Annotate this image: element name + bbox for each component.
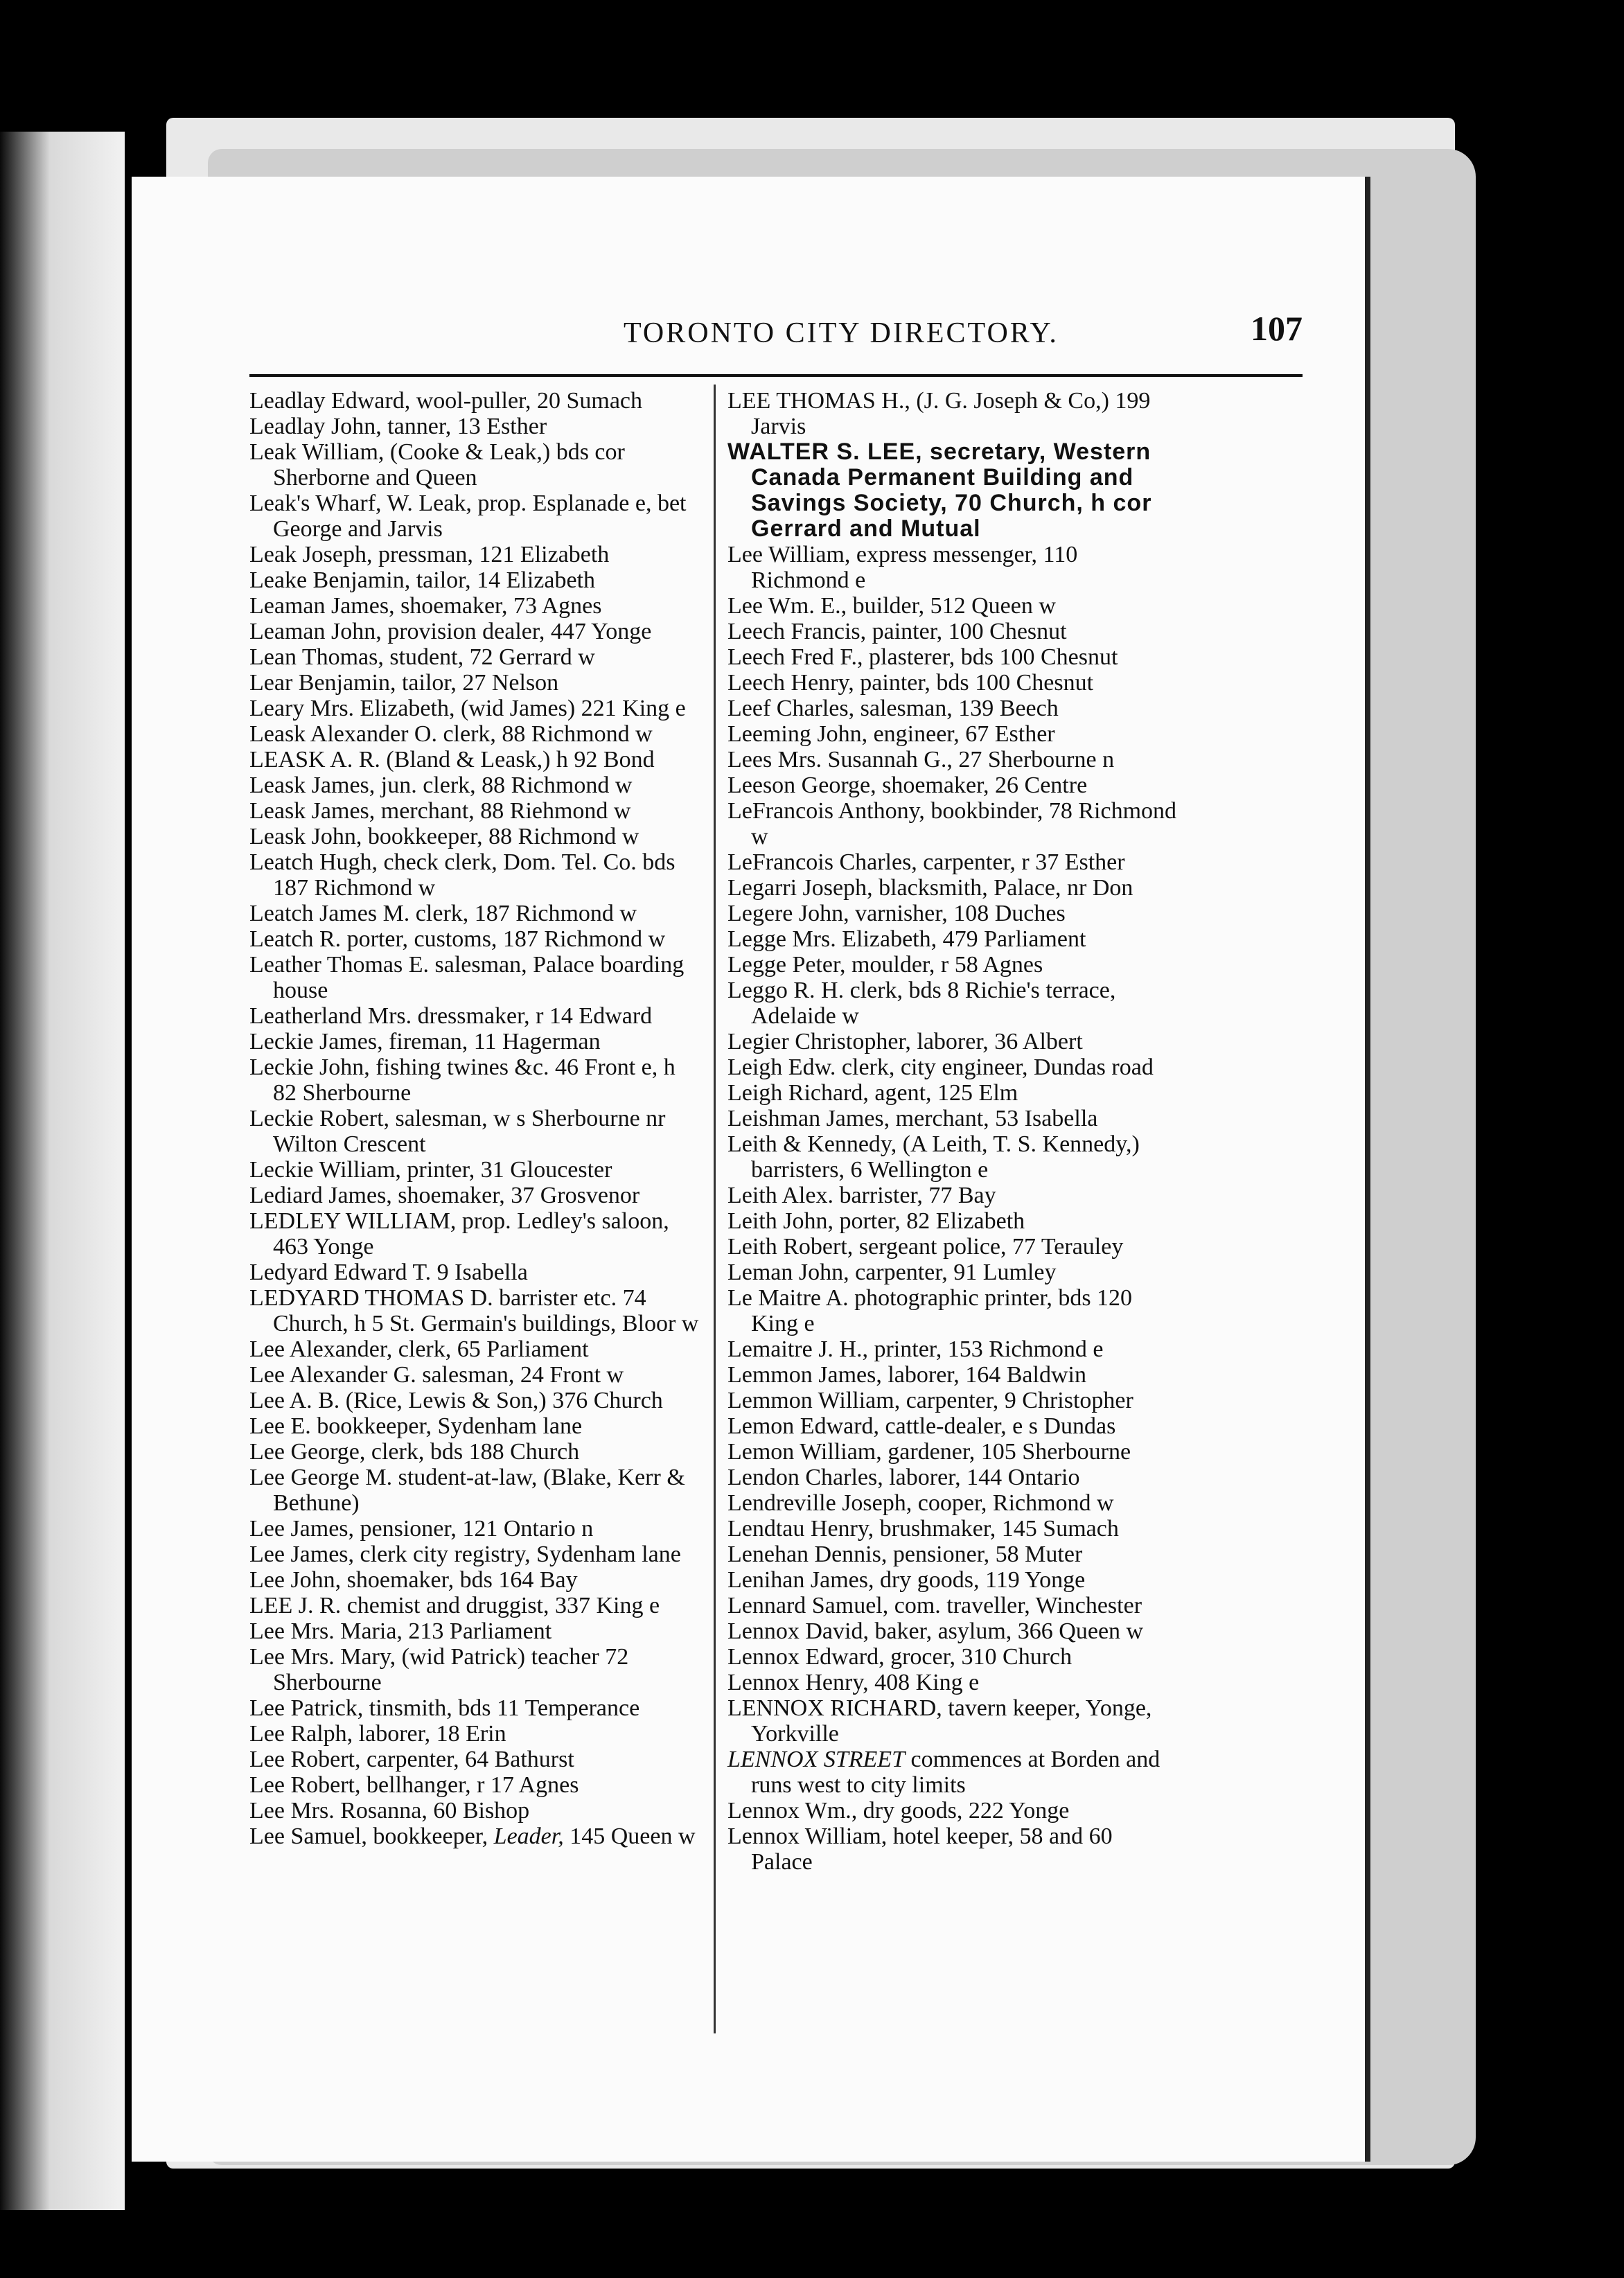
directory-entry: Lee E. bookkeeper, Sydenham lane	[249, 1413, 583, 1439]
directory-entry	[727, 1747, 1178, 1798]
directory-entry: Leary Mrs. Elizabeth, (wid James) 221 King e	[249, 696, 686, 721]
directory-entry: Leather Thomas E. salesman, Palace boarding house	[249, 952, 685, 1003]
page-header	[249, 308, 1303, 357]
directory-entry: Lean Thomas, student, 72 Gerrard w	[249, 644, 595, 670]
directory-entry: Leigh Edw. clerk, city engineer, Dundas road	[727, 1054, 1154, 1080]
directory-entry: Lee George, clerk, bds 188 Church	[249, 1439, 580, 1465]
directory-entry: Leask Alexander O. clerk, 88 Richmond w	[249, 721, 653, 747]
directory-entry: LEE J. R. chemist and druggist, 337 King e	[249, 1593, 660, 1618]
directory-entry: Leake Benjamin, tailor, 14 Elizabeth	[249, 567, 596, 593]
directory-entry: Lee Patrick, tinsmith, bds 11 Temperance	[249, 1695, 640, 1721]
directory-entry: Lee Wm. E., builder, 512 Queen w	[727, 593, 1056, 619]
directory-entry: Lee Ralph, laborer, 18 Erin	[249, 1721, 506, 1747]
entry-italic-text: Leader,	[493, 1824, 564, 1849]
directory-entry: Lee Alexander, clerk, 65 Parliament	[249, 1336, 589, 1362]
column-divider	[714, 385, 716, 2033]
directory-entry: LEDLEY WILLIAM, prop. Ledley's saloon, 463 Yonge	[249, 1208, 669, 1260]
directory-entry: Leigh Richard, agent, 125 Elm	[727, 1080, 1018, 1106]
directory-entry: LeFrancois Anthony, bookbinder, 78 Richmond w	[727, 798, 1177, 849]
directory-entry: Lee Mrs. Mary, (wid Patrick) teacher 72 Sherbourne	[249, 1644, 629, 1695]
directory-entry: Lees Mrs. Susannah G., 27 Sherbourne n	[727, 747, 1115, 772]
directory-entry: Lendreville Joseph, cooper, Richmond w	[727, 1490, 1114, 1516]
entry-text: 145 Queen w	[563, 1824, 696, 1849]
directory-entry: Leak William, (Cooke & Leak,) bds cor Sherborne and Queen	[249, 439, 625, 491]
right-column	[727, 388, 1178, 1875]
directory-entry: Lee A. B. (Rice, Lewis & Son,) 376 Church	[249, 1388, 663, 1413]
directory-entry: Lenehan Dennis, pensioner, 58 Muter	[727, 1542, 1083, 1567]
directory-entry: Lemon Edward, cattle-dealer, e s Dundas	[727, 1413, 1116, 1439]
directory-entry: Legge Mrs. Elizabeth, 479 Parliament	[727, 926, 1086, 952]
directory-entry: LEDYARD THOMAS D. barrister etc. 74 Church, h 5 St. Germain's buildings, Bloor w	[249, 1285, 699, 1336]
directory-entry: Leaman James, shoemaker, 73 Agnes	[249, 593, 602, 619]
directory-entry: Legere John, varnisher, 108 Duches	[727, 901, 1066, 926]
directory-entry: LEASK A. R. (Bland & Leask,) h 92 Bond	[249, 747, 655, 772]
directory-entry: Lee William, express messenger, 110 Richmond e	[727, 542, 1078, 593]
directory-entry: Lee Alexander G. salesman, 24 Front w	[249, 1362, 624, 1388]
directory-entry: Lemmon James, laborer, 164 Baldwin	[727, 1362, 1086, 1388]
left-column	[249, 388, 700, 1849]
directory-entry: Lee George M. student-at-law, (Blake, Kerr & Bethune)	[249, 1465, 685, 1516]
directory-entry: LEE THOMAS H., (J. G. Joseph & Co,) 199 Jarvis	[727, 388, 1151, 439]
directory-entry: Leith Alex. barrister, 77 Bay	[727, 1183, 996, 1208]
directory-entry: Lee James, pensioner, 121 Ontario n	[249, 1516, 594, 1542]
book-left-edge	[0, 132, 125, 2210]
directory-entry: Leishman James, merchant, 53 Isabella	[727, 1106, 1098, 1131]
directory-entry: Lear Benjamin, tailor, 27 Nelson	[249, 670, 559, 696]
directory-entry: Legarri Joseph, blacksmith, Palace, nr Don	[727, 875, 1133, 901]
directory-entry: Lemaitre J. H., printer, 153 Richmond e	[727, 1336, 1104, 1362]
directory-entry: Lediard James, shoemaker, 37 Grosvenor	[249, 1183, 640, 1208]
directory-entry: Leckie Robert, salesman, w s Sherbourne nr Wilton Crescent	[249, 1106, 666, 1157]
directory-entry: Leatch Hugh, check clerk, Dom. Tel. Co. bds 187 Richmond w	[249, 849, 676, 901]
entry-italic-text: LENNOX STREET	[727, 1747, 905, 1772]
directory-entry: Leckie James, fireman, 11 Hagerman	[249, 1029, 601, 1054]
directory-entry: Ledyard Edward T. 9 Isabella	[249, 1260, 528, 1285]
directory-entry: Lennox William, hotel keeper, 58 and 60 Palace	[727, 1824, 1113, 1875]
directory-entry: Leask James, jun. clerk, 88 Richmond w	[249, 772, 633, 798]
directory-entry: Legier Christopher, laborer, 36 Albert	[727, 1029, 1083, 1054]
directory-entry: Leggo R. H. clerk, bds 8 Richie's terrace, Adelaide w	[727, 978, 1116, 1029]
directory-entry: Lennox Wm., dry goods, 222 Yonge	[727, 1798, 1070, 1824]
directory-entry: Lennard Samuel, com. traveller, Winchester	[727, 1593, 1142, 1618]
directory-entry: Leech Henry, painter, bds 100 Chesnut	[727, 670, 1094, 696]
directory-entry: Leman John, carpenter, 91 Lumley	[727, 1260, 1057, 1285]
directory-entry: LeFrancois Charles, carpenter, r 37 Esther	[727, 849, 1125, 875]
directory-entry: Lee John, shoemaker, bds 164 Bay	[249, 1567, 578, 1593]
directory-entry: Lee Mrs. Maria, 213 Parliament	[249, 1618, 552, 1644]
directory-entry: Legge Peter, moulder, r 58 Agnes	[727, 952, 1043, 978]
directory-entry: Leith Robert, sergeant police, 77 Terauley	[727, 1234, 1124, 1260]
directory-entry: Lendon Charles, laborer, 144 Ontario	[727, 1465, 1080, 1490]
directory-entry: Lendtau Henry, brushmaker, 145 Sumach	[727, 1516, 1119, 1542]
directory-entry: Leef Charles, salesman, 139 Beech	[727, 696, 1059, 721]
directory-entry: Leadlay John, tanner, 13 Esther	[249, 414, 547, 439]
directory-entry: Leatch James M. clerk, 187 Richmond w	[249, 901, 637, 926]
directory-entry: Leith John, porter, 82 Elizabeth	[727, 1208, 1025, 1234]
directory-entry	[249, 1824, 700, 1849]
header-rule	[249, 374, 1303, 377]
directory-entry: Lee Robert, carpenter, 64 Bathurst	[249, 1747, 574, 1772]
directory-entry: Lee James, clerk city registry, Sydenham lane	[249, 1542, 681, 1567]
page-number: 107	[1251, 309, 1303, 348]
directory-page	[132, 177, 1370, 2162]
directory-entry: Leith & Kennedy, (A Leith, T. S. Kennedy,) barristers, 6 Wellington e	[727, 1131, 1140, 1183]
directory-entry: Leeming John, engineer, 67 Esther	[727, 721, 1055, 747]
directory-entry: Leckie John, fishing twines &c. 46 Front e, h 82 Sherbourne	[249, 1054, 676, 1106]
directory-entry: Lenihan James, dry goods, 119 Yonge	[727, 1567, 1086, 1593]
directory-entry: Leeson George, shoemaker, 26 Centre	[727, 772, 1088, 798]
directory-entry: Leask James, merchant, 88 Riehmond w	[249, 798, 631, 824]
directory-entry: Lee Mrs. Rosanna, 60 Bishop	[249, 1798, 530, 1824]
entry-text: Lee Samuel, bookkeeper,	[249, 1824, 494, 1849]
directory-entry: Lennox David, baker, asylum, 366 Queen w	[727, 1618, 1144, 1644]
directory-entry: Leaman John, provision dealer, 447 Yonge	[249, 619, 652, 644]
directory-entry: Leask John, bookkeeper, 88 Richmond w	[249, 824, 639, 849]
directory-entry: Leech Francis, painter, 100 Chesnut	[727, 619, 1067, 644]
page-title: TORONTO CITY DIRECTORY.	[624, 317, 1059, 349]
directory-entry: Lemmon William, carpenter, 9 Christopher	[727, 1388, 1133, 1413]
directory-entry: WALTER S. LEE, secretary, Western Canada Permanent Building and Savings Society, 70 Church, h cor Gerrard and Mutual	[727, 439, 1152, 542]
directory-entry: Lennox Henry, 408 King e	[727, 1670, 980, 1695]
directory-entry: LENNOX RICHARD, tavern keeper, Yonge, Yorkville	[727, 1695, 1152, 1747]
directory-entry: Le Maitre A. photographic printer, bds 120 King e	[727, 1285, 1133, 1336]
directory-entry: Leech Fred F., plasterer, bds 100 Chesnut	[727, 644, 1118, 670]
directory-entry: Leatherland Mrs. dressmaker, r 14 Edward	[249, 1003, 653, 1029]
directory-entry: Leckie William, printer, 31 Gloucester	[249, 1157, 612, 1183]
directory-entry: Leadlay Edward, wool-puller, 20 Sumach	[249, 388, 643, 414]
directory-entry: Leatch R. porter, customs, 187 Richmond w	[249, 926, 666, 952]
directory-entry: Lemon William, gardener, 105 Sherbourne	[727, 1439, 1131, 1465]
directory-entry: Leak's Wharf, W. Leak, prop. Esplanade e, bet George and Jarvis	[249, 491, 687, 542]
directory-entry: Leak Joseph, pressman, 121 Elizabeth	[249, 542, 610, 567]
directory-entry: Lee Robert, bellhanger, r 17 Agnes	[249, 1772, 579, 1798]
entry-text: commences at Borden and runs west to city limits	[751, 1747, 1160, 1798]
directory-entry: Lennox Edward, grocer, 310 Church	[727, 1644, 1073, 1670]
